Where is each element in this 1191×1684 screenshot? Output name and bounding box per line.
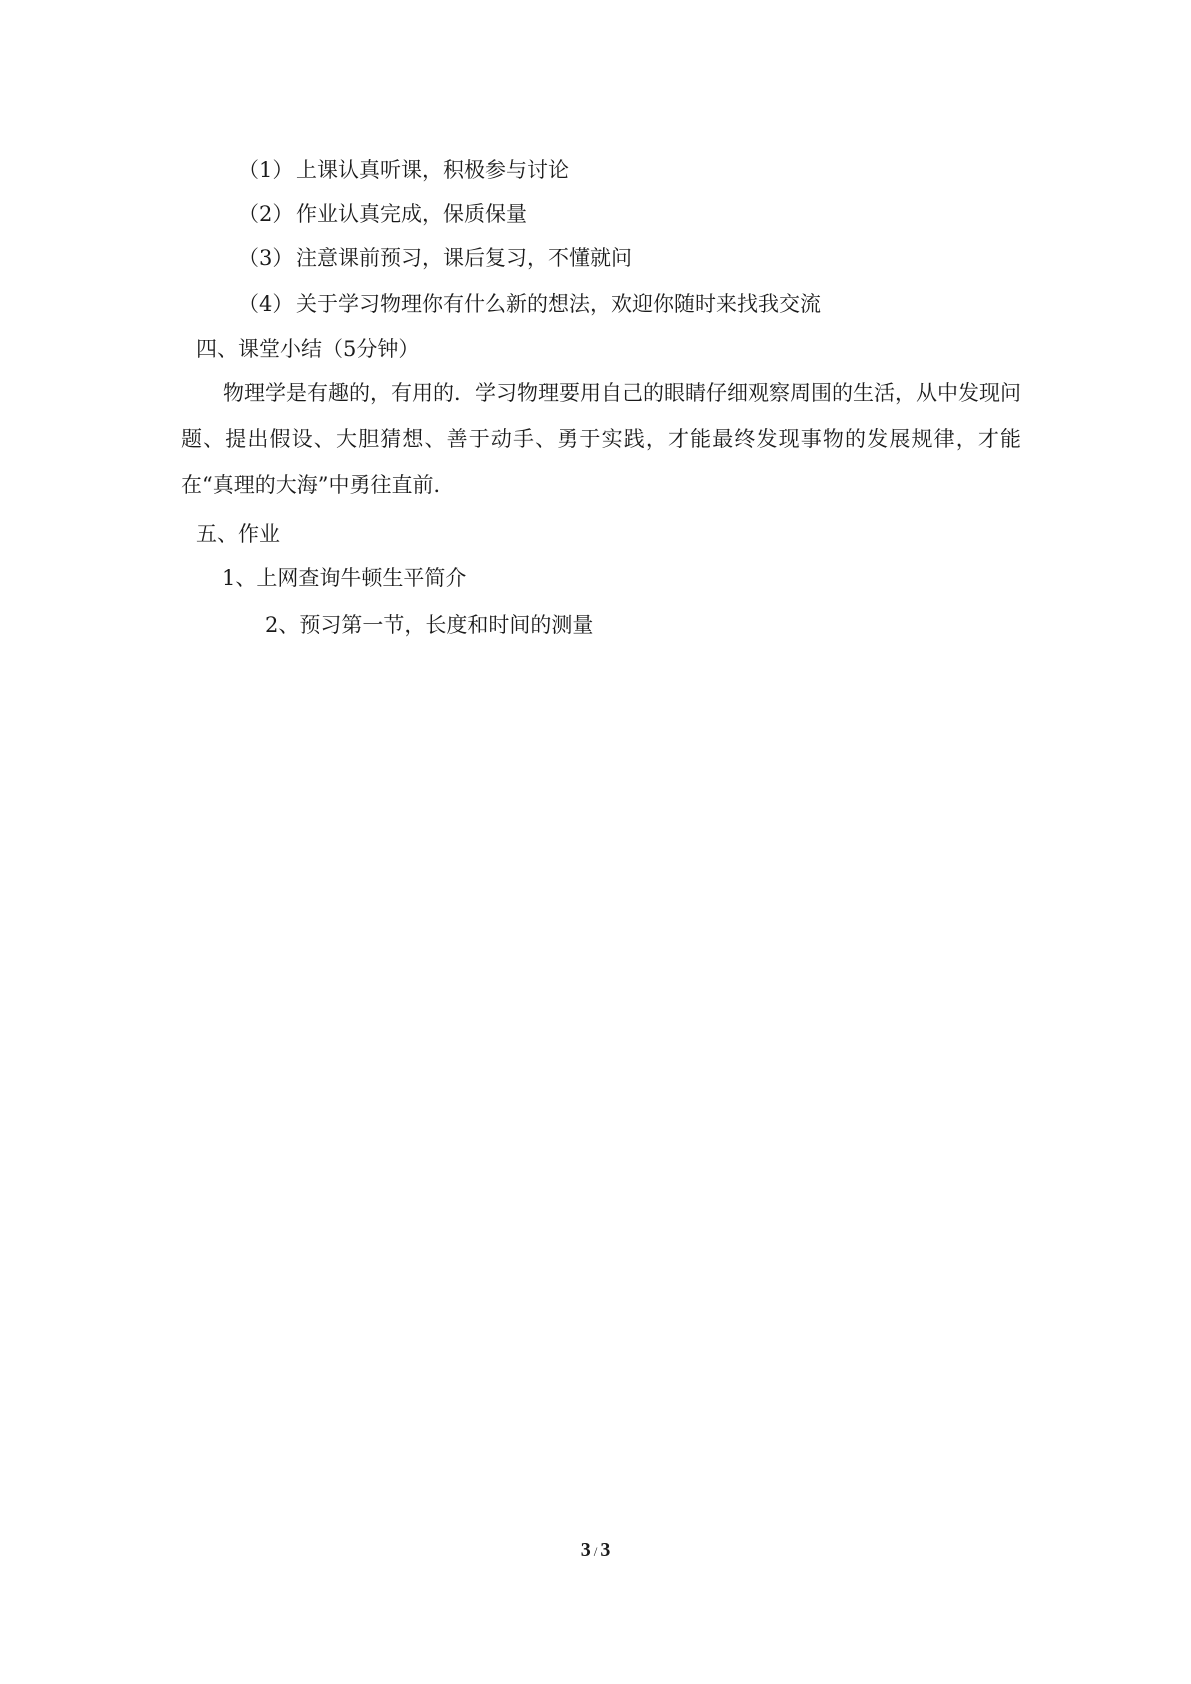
goal-item-2 — [238, 199, 527, 229]
goal-text: 上课认真听课，积极参与讨论 — [296, 158, 569, 182]
goal-text: 注意课前预习，课后复习，不懂就问 — [296, 246, 632, 270]
homework-item-2: 2、预习第一节，长度和时间的测量 — [265, 613, 594, 637]
page-current: 3 — [580, 1539, 591, 1561]
goal-item-1 — [238, 155, 569, 185]
section-heading-homework: 五、作业 — [196, 522, 280, 546]
goal-text: 作业认真完成，保质保量 — [296, 202, 527, 226]
summary-paragraph: 物理学是有趣的，有用的．学习物理要用自己的眼睛仔细观察周围的生活，从中发现问题、提出假设、大胆猜想、善于动手、勇于实践，才能最终发现事物的发展规律，才能在“真理的大海”中勇往直前． — [181, 381, 1021, 497]
goal-number: （2） — [238, 202, 294, 226]
page-number — [0, 1538, 1191, 1564]
goal-number: （3） — [238, 246, 294, 270]
goal-item-3 — [238, 243, 632, 273]
goal-text: 关于学习物理你有什么新的想法，欢迎你随时来找我交流 — [296, 292, 821, 316]
page-separator: / — [593, 1544, 598, 1559]
section-heading-summary: 四、课堂小结（5分钟） — [196, 337, 420, 361]
homework-item-1: 1、上网查询牛顿生平简介 — [222, 566, 467, 590]
goal-item-4 — [238, 289, 821, 319]
goal-number: （1） — [238, 158, 294, 182]
goal-number: （4） — [238, 292, 294, 316]
page-total: 3 — [600, 1539, 611, 1561]
